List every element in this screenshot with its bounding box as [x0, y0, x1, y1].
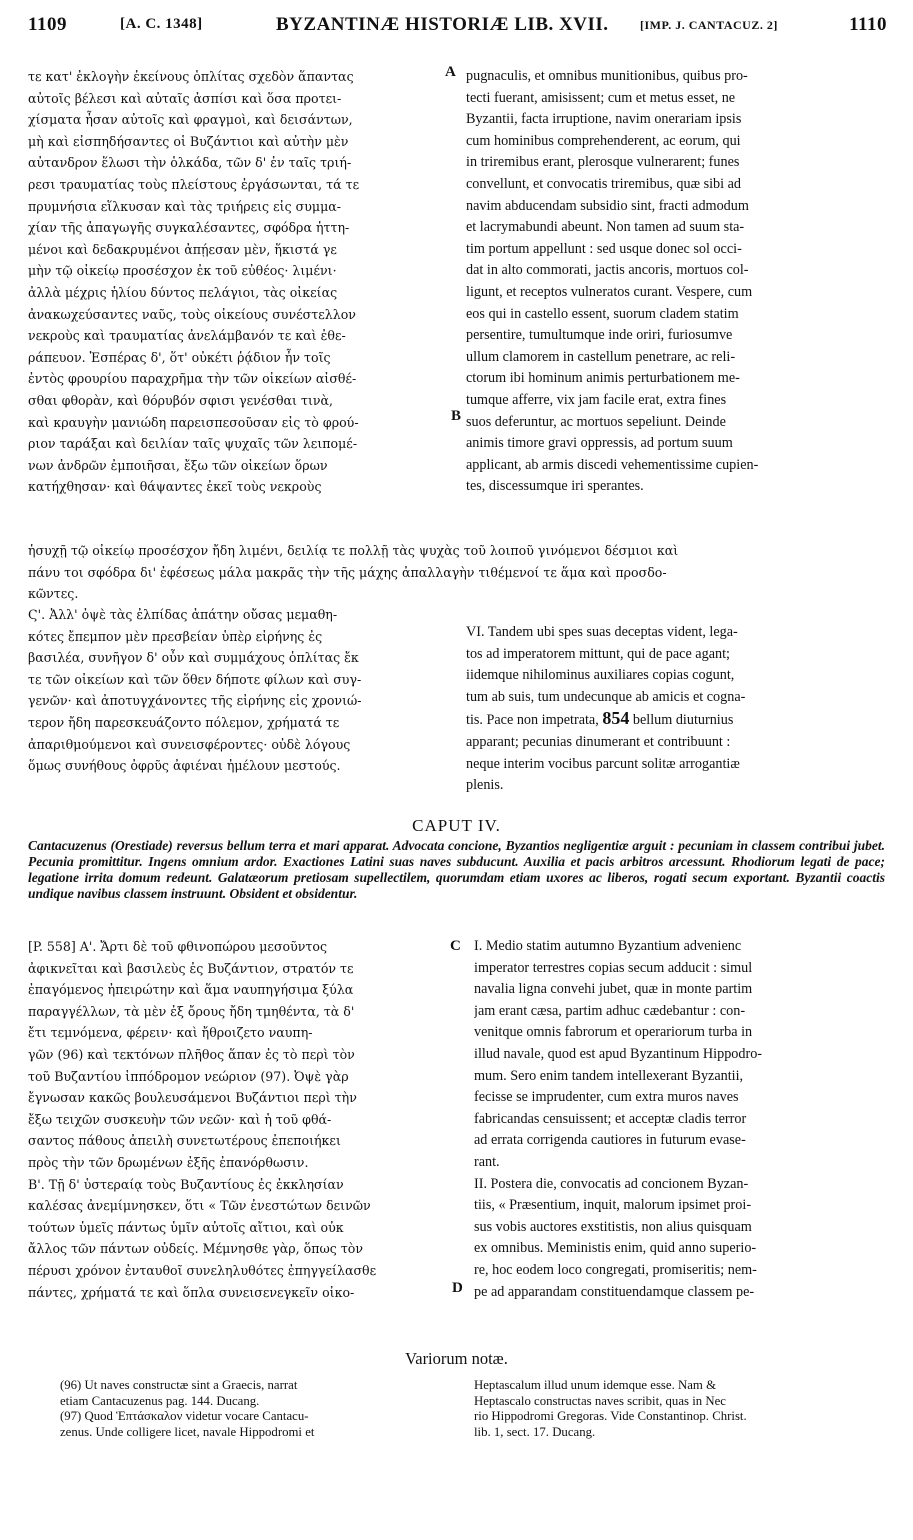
greek-text-line: ὅμως συνήθους ὀφρῦς ἀφιέναι ἠμέλουν μεστούς. — [28, 758, 341, 774]
greek-text-line: νεκροὺς καὶ τραυματίας ἀνελάμβανόν τε καὶ ἐθε- — [28, 328, 346, 344]
greek-text-line: κότες ἔπεμπον μὲν πρεσβείαν ὑπὲρ εἰρήνης ἐς — [28, 628, 323, 644]
greek-text-line: κῶντες. — [28, 586, 79, 602]
latin-text-line: ex omnibus. Meministis enim, quid anno superio- — [474, 1240, 757, 1257]
latin-text-line: suos deferuntur, ac mortuos sepeliunt. Deinde — [466, 413, 726, 430]
latin-text-line: navalia ligna convehi jubet, quæ in monte partim — [474, 981, 753, 998]
greek-text-line: τούτων ὑμεῖς πάντως ὑμῖν αὐτοῖς αἴτιοι, καὶ οὐκ — [28, 1219, 344, 1235]
latin-text-line: eos qui in castello essent, suorum cladem statim — [466, 305, 739, 322]
greek-text-line: πάνυ τοι σφόδρα δι' ἐφέσεως μάλα μακρᾶς τὴν τῆς μάχης ἀπαλλαγὴν τιθέμενοί τε ἅμα καὶ προσδο- — [28, 564, 667, 580]
greek-text-line: καλέσας ἀνεμίμνησκεν, ὅτι « Τῶν ἐνεστώτων δεινῶν — [28, 1198, 371, 1214]
latin-text-line: Byzantii, facta irruptione, navim onerariam ipsis — [466, 111, 742, 128]
chapter-summary: Cantacuzenus (Orestiade) reversus bellum terra et mari apparat. Advocata concione, Byzantios negligentiæ arguit : pecuniam in classem contribui jubet. Pecunia promittitur. Ingens omnium ardor. Exactiones Latini suas naves subducunt. Auxilia et pacis arbitros arcessunt. Rhodiorum legati de pace; legatione irrita domum redeunt. Galatæorum pretiosam supellectilem, quorumdam etiam uxores ac liberos, rogati secum exportant. Byzantii coactis undique navibus classem instruunt. Obsident et obsidentur. — [28, 838, 885, 901]
page-marker-854: 854 — [602, 708, 630, 729]
greek-text-line: τε τῶν οἰκείων καὶ τῶν ὅθεν δήποτε φίλων καὶ συγ- — [28, 671, 362, 687]
note-line: (96) Ut naves constructæ sint a Graecis, narrat — [60, 1378, 298, 1392]
latin-text-line: neque interim vocibus parcunt solitæ arrogantiæ — [466, 755, 740, 772]
latin-text-line: rant. — [474, 1153, 500, 1170]
note-line: Heptascalo constructas naves scribit, quas in Nec — [474, 1393, 726, 1408]
greek-column-section1 — [28, 66, 440, 498]
greek-text-line: κατήχθησαν· καὶ θάψαντες ἐκεῖ τοὺς νεκροὺς — [28, 479, 322, 495]
book-title: BYZANTINÆ HISTORIÆ LIB. XVII. — [276, 14, 609, 35]
latin-text-line: apparant; pecunias dinumerant et contribuunt : — [466, 733, 731, 750]
greek-text-line: πρὸς τὴν τῶν δρωμένων ἐξῆς ἐπανόρθωσιν. — [28, 1154, 309, 1170]
greek-text-line: μὴ καὶ εἰσπηδήσαντες οἱ Βυζάντιοι καὶ αὐτὴν μὲν — [28, 133, 349, 149]
latin-column-section1 — [466, 66, 886, 498]
greek-text-line: ἔξω τειχῶν συσκευὴν τῶν νεῶν· καὶ ἡ τοῦ φθά- — [28, 1111, 332, 1127]
latin-text-line: II. Postera die, convocatis ad concionem Byzan- — [474, 1175, 749, 1192]
greek-text-line: γῶν (96) καὶ τεκτόνων πλῆθος ἅπαν ἐς τὸ περὶ τὸν — [28, 1046, 355, 1062]
greek-text-line: ἐπαγόμενος ἠπειρώτην καὶ ἅμα ναυπηγήσιμα ξύλα — [28, 982, 354, 998]
latin-text-line: tumque afferre, vix jam facile erat, extra fines — [466, 391, 727, 408]
page-number-left: 1109 — [28, 14, 67, 35]
margin-marker-b: B — [451, 408, 462, 424]
greek-text-line: χίαν τῆς ἀπαγωγῆς συγκαλέσαντες, σφόδρα ἡττη- — [28, 220, 350, 236]
latin-text-line: persentire, tumultumque inde oriri, furiosumve — [466, 327, 733, 344]
greek-text-line: καὶ κραυγὴν μανιώδη παρεισπεσοῦσαν εἰς τὸ φρού- — [28, 414, 359, 430]
greek-text-line: ἔτι τεμνόμενα, φέρειν· καὶ ἤθροιζετο ναυπη- — [28, 1025, 313, 1041]
latin-text-line: pe ad apparandam constituendamque classem pe- — [474, 1283, 755, 1300]
latin-text-line: imperator terrestres copias secum adducit : simul — [474, 959, 753, 976]
emperor-citation: [IMP. J. CANTACUZ. 2] — [640, 18, 778, 32]
greek-text-line: μένοι καὶ δεδακρυμένοι ἀπῄεσαν μὲν, ἥκιστά γε — [28, 241, 337, 257]
latin-text-line: plenis. — [466, 777, 504, 794]
latin-text-line: tum ab suis, tum undecunque ab amicis et cogna- — [466, 688, 746, 705]
greek-text-line: τε κατ' ἐκλογὴν ἐκείνους ὁπλίτας σχεδὸν ἅπαντας — [28, 69, 354, 84]
greek-text-line: ἐντὸς φρουρίου παραχρῆμα τὴν τῶν οἰκείων αἰσθέ- — [28, 371, 357, 387]
notes-right-column — [474, 1378, 886, 1440]
latin-text-line: illud navale, quod est apud Byzantinum Hippodro- — [474, 1045, 763, 1062]
note-line: Heptascalum illud unum idemque esse. Nam & — [474, 1378, 717, 1392]
latin-text-line: ctorum ibi hominum animis perturbationem me- — [466, 370, 740, 387]
latin-text-line: tes, discessumque iri sperantes. — [466, 478, 644, 495]
greek-text-line: αὐτοῖς βέλεσι καὶ αὐταῖς ἀσπίσι καὶ ὅσα προτει- — [28, 90, 342, 106]
latin-text-line: in triremibus erant, plerosque vulnerarent; funes — [466, 154, 740, 171]
latin-column-section6 — [466, 622, 886, 797]
latin-text-line: VI. Tandem ubi spes suas deceptas vident, lega- — [466, 624, 738, 640]
latin-text-line: ligunt, et receptos vulneratos curant. Vespere, cum — [466, 283, 753, 300]
greek-text-line: ἡσυχῇ τῷ οἰκείῳ προσέσχον ἤδη λιμένι, δειλίᾳ τε πολλῇ τὰς ψυχὰς τοῦ λοιποῦ γινόμενοι δέσμιοι καὶ — [28, 543, 679, 558]
latin-text-line: applicant, ab armis discedi vehementissime cupien- — [466, 456, 759, 473]
greek-text-line: ἀπαριθμούμενοι καὶ συνεισφέροντες· οὐδὲ λόγους — [28, 736, 351, 752]
greek-text-line: ριον ταράξαι καὶ δειλίαν ταῖς ψυχαῖς τῶν λειπομέ- — [28, 436, 358, 452]
latin-text-line: animis timore gravi oppressis, ad portum suum — [466, 435, 733, 452]
greek-fullwidth-continuation — [28, 540, 885, 605]
latin-text-line: jam erant cæsa, partim adhuc cædebantur : con- — [474, 1002, 746, 1019]
latin-text-line: venitque omnis fabrorum et operariorum turba in — [474, 1024, 753, 1041]
greek-text-line: ράπευον. Ἑσπέρας δ', ὅτ' οὐκέτι ῥᾴδιον ἦν τοῖς — [28, 349, 331, 365]
margin-marker-c: C — [450, 938, 461, 954]
latin-text-line: cum hominibus comprehenderent, ac eorum, qui — [466, 132, 741, 149]
running-header — [28, 6, 887, 40]
note-line: zenus. Unde colligere licet, navale Hippodromi et — [60, 1424, 315, 1439]
latin-text-line: fecisse se imprudenter, cum extra muros naves — [474, 1089, 739, 1106]
latin-text-line: convellunt, et convocatis triremibus, quæ sibi ad — [466, 175, 742, 192]
note-line: (97) Quod Ἑπτάσκαλον videtur vocare Cantacu- — [60, 1409, 309, 1423]
latin-line-with-page-marker: tis. Pace non impetrata, 854 bellum diuturnius — [466, 708, 734, 729]
greek-text-line: πρυμνήσια εἵλκυσαν καὶ τὰς τριήρεις εἰς συμμα- — [28, 198, 342, 214]
margin-marker-a: A — [445, 64, 456, 80]
latin-text-line: dat in alto commorati, jactis ancoris, mortuos col- — [466, 262, 749, 279]
latin-text-line: mum. Sero enim tandem intellexerant Byzantii, — [474, 1067, 744, 1084]
greek-text-line: [P. 558] Α'. Ἄρτι δὲ τοῦ φθινοπώρου μεσοῦντος — [28, 939, 328, 954]
latin-text-line: I. Medio statim autumno Byzantium advenienc — [474, 938, 742, 954]
chapter-heading: CAPUT IV. — [412, 816, 501, 835]
greek-column-sectionC — [28, 936, 448, 1303]
greek-column-section6 — [28, 604, 440, 777]
greek-text-line: Ϛ'. Ἀλλ' ὀψὲ τὰς ἐλπίδας ἀπάτην οὔσας μεμαθη- — [28, 607, 338, 622]
greek-text-line: αὐτανδρον ἕλωσι τὴν ὁλκάδα, τῶν δ' ἐν ταῖς τριή- — [28, 155, 352, 171]
greek-text-line: πάντες, χρήματά τε καὶ ὅπλα συνεισενεγκεῖν οἰκο- — [28, 1284, 355, 1300]
latin-text-line: re, hoc eodem loco congregati, promiseritis; nem- — [474, 1261, 757, 1278]
latin-text-line: ad errata corrigenda cautiores in futurum evase- — [474, 1132, 746, 1149]
greek-text-line: σθαι φθορὰν, καὶ θόρυβόν σφισι γενέσθαι τινὰ, — [28, 392, 334, 408]
latin-text-line: sus vobis auctores exstitistis, non alius quisquam — [474, 1218, 752, 1235]
greek-text-line: χίσματα ἦσαν αὐτοῖς καὶ φραγμοὶ, καὶ δεισάντων, — [28, 112, 353, 128]
greek-text-line: τοῦ Βυζαντίου ἱππόδρομον νεώριον (97). Ὀψὲ γὰρ — [28, 1068, 349, 1084]
greek-text-line: ἀφικνεῖται καὶ βασιλεὺς ἐς Βυζάντιον, στρατόν τε — [28, 960, 354, 976]
latin-text-line: tiis, « Præsentium, inquit, malorum ipsimet proi- — [474, 1197, 752, 1214]
greek-text-line: ἀνακωχεύσαντες ναῦς, τοὺς οἰκείους συνέστελλον — [28, 306, 356, 322]
greek-text-line: παραγγέλλων, τὰ μὲν ἐξ ὄρους ἤδη τμηθέντα, τὰ δ' — [28, 1003, 355, 1019]
margin-marker-d: D — [452, 1280, 463, 1296]
latin-text-line: et lacrymabundi abeunt. Non tamen ad suum sta- — [466, 219, 745, 236]
latin-text-line: ullum clamorem in castellum penetrare, ac reli- — [466, 348, 736, 365]
note-line: etiam Cantacuzenus pag. 144. Ducang. — [60, 1393, 260, 1408]
latin-text-line: tos ad imperatorem mittunt, qui de pace agant; — [466, 645, 730, 662]
latin-text-line: pugnaculis, et omnibus munitionibus, quibus pro- — [466, 68, 748, 84]
notes-heading: Variorum notæ. — [405, 1349, 508, 1368]
note-line: rio Hippodromi Gregoras. Vide Constantinop. Christ. — [474, 1409, 747, 1423]
greek-text-line: νων ἀνδρῶν ἐμποιῆσαι, ἔξω τῶν οἰκείων ὅρων — [28, 457, 328, 473]
latin-text-line: fabricandas censuissent; et acceptæ cladis terror — [474, 1110, 747, 1127]
greek-text-line: μὴν τῷ οἰκείῳ προσέσχον ἐκ τοῦ εὐθέος· λιμένι· — [28, 263, 337, 279]
latin-text-line: tim portum appellunt : sed usque donec sol occi- — [466, 240, 742, 257]
greek-text-line: βασιλέα, συνῆγον δ' οὖν καὶ συμμάχους ὁπλίτας ἔκ — [28, 650, 359, 666]
page-number-right: 1110 — [849, 14, 887, 35]
latin-text-line: iidemque nihilominus auxiliares copias cogunt, — [466, 667, 735, 684]
greek-text-line: πέρυσι χρόνον ἐνταυθοῖ συνεληλυθότες ἐπηγγείλασθε — [28, 1262, 377, 1278]
latin-text-line: navim abducendam subsidio sint, fracti admodum — [466, 197, 749, 214]
greek-text-line: ἄλλος τῶν πάντων οὐδείς. Μέμνησθε γὰρ, ὅπως τὸν — [28, 1241, 364, 1257]
year-citation: [A. C. 1348] — [120, 16, 203, 32]
notes-left-column — [60, 1378, 440, 1440]
greek-text-line: γενῶν· καὶ ἀποτυγχάνοντες τῆς εἰρήνης εἰς χρονιώ- — [28, 693, 362, 709]
greek-text-line: σαντος πάθους ἀπειλὴ συνετωτέρους ἐπεποιήκει — [28, 1133, 341, 1149]
latin-text-line: tecti fuerant, amisissent; cum et metus esset, ne — [466, 89, 736, 106]
latin-column-sectionC — [474, 936, 886, 1303]
greek-text-line: τερον ἤδη παρεσκευάζοντο πόλεμον, χρήματά τε — [28, 714, 340, 730]
greek-text-line: ἔγνωσαν κακῶς βουλευσάμενοι Βυζάντιοι περὶ τὴν — [28, 1090, 357, 1106]
greek-text-line: Β'. Τῇ δ' ὑστεραίᾳ τοὺς Βυζαντίους ἐς ἐκκλησίαν — [28, 1176, 344, 1192]
greek-text-line: ρεσι τραυματίας τοὺς πλείστους ἐργάσωνται, τά τε — [28, 176, 360, 192]
greek-text-line: ἀλλὰ μέχρις ἡλίου δύντος πελάγιοι, τὰς οἰκείας — [28, 284, 338, 300]
note-line: lib. 1, sect. 17. Ducang. — [474, 1424, 596, 1439]
